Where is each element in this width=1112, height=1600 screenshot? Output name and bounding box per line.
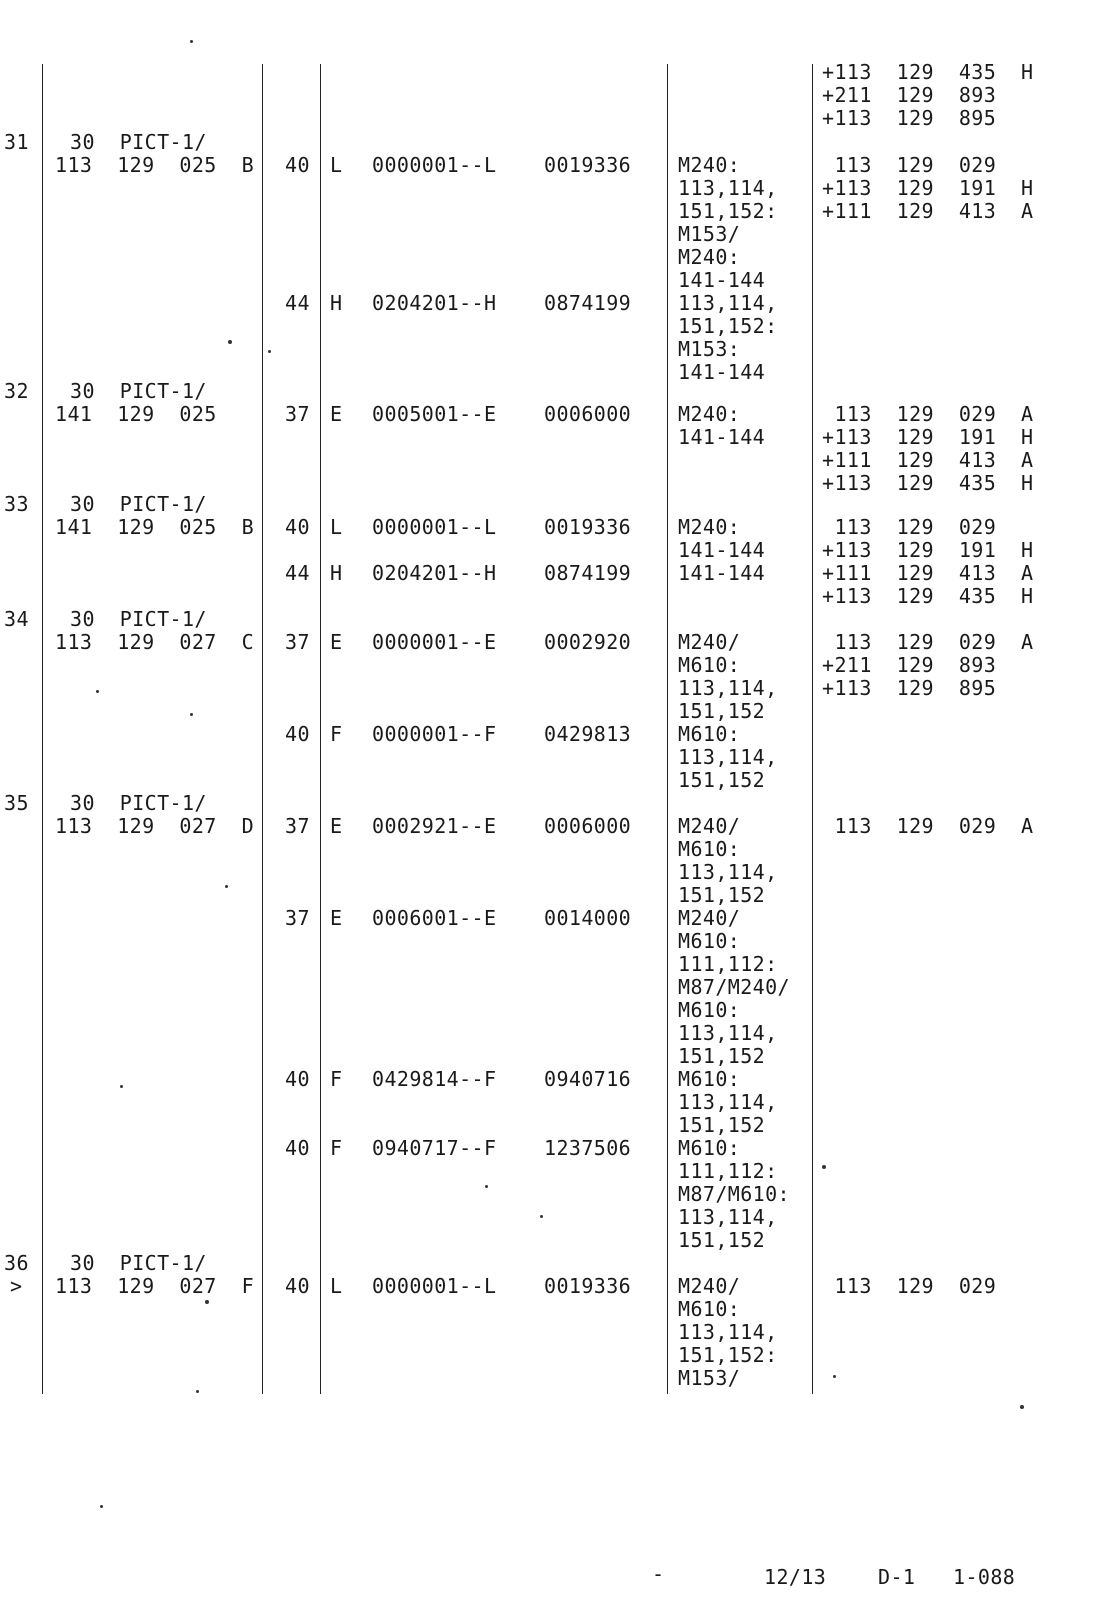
part-number: 113 129 025 B — [55, 153, 255, 177]
row-letter: F — [330, 1067, 343, 1091]
serial-from: 0000001--L — [372, 515, 497, 539]
scan-speck — [228, 340, 232, 344]
serial-to: 0014000 — [544, 906, 632, 930]
scan-speck — [96, 690, 99, 693]
model-note: 113,114, — [678, 291, 778, 315]
row-letter: L — [330, 153, 343, 177]
row-letter: H — [330, 561, 343, 585]
scan-speck — [1020, 1405, 1024, 1409]
entry-number: 33 — [4, 492, 29, 516]
serial-to: 0874199 — [544, 291, 632, 315]
model-note: M610: — [678, 1136, 741, 1160]
row-letter: H — [330, 291, 343, 315]
model-note: 113,114, — [678, 176, 778, 200]
model-note: 151,152: — [678, 314, 778, 338]
serial-to: 0002920 — [544, 630, 632, 654]
column-rule-1 — [42, 64, 43, 1394]
scan-speck — [100, 1505, 103, 1508]
row-code: 40 — [285, 515, 310, 539]
cross-reference: 113 129 029 — [822, 515, 997, 539]
serial-to: 0019336 — [544, 153, 632, 177]
entry-number: 35 — [4, 791, 29, 815]
entry-number: 34 — [4, 607, 29, 631]
row-code: 40 — [285, 1136, 310, 1160]
part-group: 30 PICT-1/ — [70, 492, 207, 516]
model-note: 113,114, — [678, 1090, 778, 1114]
serial-to: 0940716 — [544, 1067, 632, 1091]
model-note: 113,114, — [678, 676, 778, 700]
part-group: 30 PICT-1/ — [70, 379, 207, 403]
model-note: M610: — [678, 929, 741, 953]
column-rule-5 — [812, 64, 813, 1394]
model-note: M610: — [678, 1067, 741, 1091]
serial-to: 0874199 — [544, 561, 632, 585]
row-letter: F — [330, 1136, 343, 1160]
row-letter: E — [330, 906, 343, 930]
part-number: 141 129 025 B — [55, 515, 255, 539]
cross-reference: 113 129 029 — [822, 153, 997, 177]
serial-to: 0006000 — [544, 814, 632, 838]
row-code: 37 — [285, 906, 310, 930]
column-rule-3 — [320, 64, 321, 1394]
part-number: 113 129 027 C — [55, 630, 255, 654]
serial-from: 0006001--E — [372, 906, 497, 930]
entry-marker: > — [10, 1274, 23, 1298]
footer-page-number: 12/13 — [764, 1565, 827, 1589]
cross-reference: +111 129 413 A — [822, 561, 1034, 585]
model-note: M240: — [678, 515, 741, 539]
scan-speck — [120, 1085, 123, 1088]
cross-reference: +113 129 435 H — [822, 471, 1034, 495]
model-note: 151,152 — [678, 883, 766, 907]
serial-from: 0000001--F — [372, 722, 497, 746]
part-group: 30 PICT-1/ — [70, 130, 207, 154]
model-note: 151,152 — [678, 1228, 766, 1252]
row-code: 37 — [285, 630, 310, 654]
footer-section: D-1 — [878, 1565, 916, 1589]
row-letter: F — [330, 722, 343, 746]
model-note: M153: — [678, 337, 741, 361]
cross-reference: +111 129 413 A — [822, 199, 1034, 223]
serial-from: 0000001--E — [372, 630, 497, 654]
model-note: M240/ — [678, 906, 741, 930]
cross-reference: +113 129 191 H — [822, 425, 1034, 449]
model-note: M87/M610: — [678, 1182, 790, 1206]
serial-from: 0429814--F — [372, 1067, 497, 1091]
entry-number: 32 — [4, 379, 29, 403]
model-note: M240: — [678, 402, 741, 426]
cross-reference: +113 129 895 — [822, 676, 997, 700]
serial-from: 0940717--F — [372, 1136, 497, 1160]
model-note: 151,152 — [678, 768, 766, 792]
model-note: 113,114, — [678, 1320, 778, 1344]
model-note: 111,112: — [678, 1159, 778, 1183]
part-number: 141 129 025 — [55, 402, 217, 426]
model-note: M240: — [678, 245, 741, 269]
cross-reference: 113 129 029 A — [822, 402, 1034, 426]
top-ref-2: +211 129 893 — [822, 83, 997, 107]
row-letter: L — [330, 515, 343, 539]
model-note: M153/ — [678, 222, 741, 246]
scan-speck — [190, 40, 193, 43]
model-note: 151,152 — [678, 1113, 766, 1137]
row-letter: E — [330, 630, 343, 654]
model-note: 151,152 — [678, 1044, 766, 1068]
model-note: 141-144 — [678, 538, 766, 562]
scan-speck — [225, 885, 228, 888]
scan-speck — [485, 1185, 488, 1188]
model-note: 113,114, — [678, 1205, 778, 1229]
footer-dash: - — [652, 1562, 665, 1586]
model-note: 151,152 — [678, 699, 766, 723]
part-group: 30 PICT-1/ — [70, 1251, 207, 1275]
serial-to: 0019336 — [544, 515, 632, 539]
row-code: 44 — [285, 291, 310, 315]
row-code: 37 — [285, 814, 310, 838]
cross-reference: 113 129 029 A — [822, 814, 1034, 838]
row-letter: E — [330, 402, 343, 426]
entry-number: 31 — [4, 130, 29, 154]
cross-reference: 113 129 029 A — [822, 630, 1034, 654]
top-ref-1: +113 129 435 H — [822, 60, 1034, 84]
cross-reference: +111 129 413 A — [822, 448, 1034, 472]
model-note: M610: — [678, 722, 741, 746]
cross-reference: 113 129 029 — [822, 1274, 997, 1298]
cross-reference: +113 129 435 H — [822, 584, 1034, 608]
serial-to: 0006000 — [544, 402, 632, 426]
model-note: 113,114, — [678, 745, 778, 769]
model-note: M610: — [678, 837, 741, 861]
model-note: 141-144 — [678, 425, 766, 449]
cross-reference: +113 129 191 H — [822, 538, 1034, 562]
model-note: 141-144 — [678, 360, 766, 384]
entry-number: 36 — [4, 1251, 29, 1275]
cross-reference: +211 129 893 — [822, 653, 997, 677]
model-note: 151,152: — [678, 1343, 778, 1367]
row-letter: L — [330, 1274, 343, 1298]
serial-from: 0002921--E — [372, 814, 497, 838]
model-note: M240/ — [678, 1274, 741, 1298]
column-rule-4 — [667, 64, 668, 1394]
part-group: 30 PICT-1/ — [70, 607, 207, 631]
scan-speck — [205, 1300, 209, 1304]
serial-to: 0429813 — [544, 722, 632, 746]
model-note: M610: — [678, 998, 741, 1022]
scan-speck — [190, 713, 193, 716]
model-note: M240/ — [678, 814, 741, 838]
serial-to: 0019336 — [544, 1274, 632, 1298]
column-rule-2 — [262, 64, 263, 1394]
row-code: 40 — [285, 153, 310, 177]
model-note: M87/M240/ — [678, 975, 790, 999]
row-code: 40 — [285, 722, 310, 746]
serial-from: 0000001--L — [372, 153, 497, 177]
top-ref-3: +113 129 895 — [822, 106, 997, 130]
model-note: M610: — [678, 1297, 741, 1321]
serial-from: 0204201--H — [372, 561, 497, 585]
footer-doc-number: 1-088 — [953, 1565, 1016, 1589]
serial-from: 0005001--E — [372, 402, 497, 426]
part-number: 113 129 027 F — [55, 1274, 255, 1298]
model-note: M153/ — [678, 1366, 741, 1390]
row-code: 40 — [285, 1067, 310, 1091]
part-group: 30 PICT-1/ — [70, 791, 207, 815]
model-note: 111,112: — [678, 952, 778, 976]
row-code: 40 — [285, 1274, 310, 1298]
model-note: 113,114, — [678, 1021, 778, 1045]
model-note: 113,114, — [678, 860, 778, 884]
model-note: M240: — [678, 153, 741, 177]
scan-speck — [833, 1375, 836, 1378]
cross-reference: +113 129 191 H — [822, 176, 1034, 200]
serial-from: 0000001--L — [372, 1274, 497, 1298]
model-note: 151,152: — [678, 199, 778, 223]
serial-to: 1237506 — [544, 1136, 632, 1160]
scan-speck — [540, 1215, 543, 1218]
model-note: 141-144 — [678, 268, 766, 292]
model-note: M610: — [678, 653, 741, 677]
row-code: 44 — [285, 561, 310, 585]
scan-speck — [268, 350, 271, 353]
row-code: 37 — [285, 402, 310, 426]
model-note: 141-144 — [678, 561, 766, 585]
part-number: 113 129 027 D — [55, 814, 255, 838]
serial-from: 0204201--H — [372, 291, 497, 315]
scan-speck — [196, 1390, 199, 1393]
scan-speck — [822, 1165, 826, 1169]
model-note: M240/ — [678, 630, 741, 654]
row-letter: E — [330, 814, 343, 838]
